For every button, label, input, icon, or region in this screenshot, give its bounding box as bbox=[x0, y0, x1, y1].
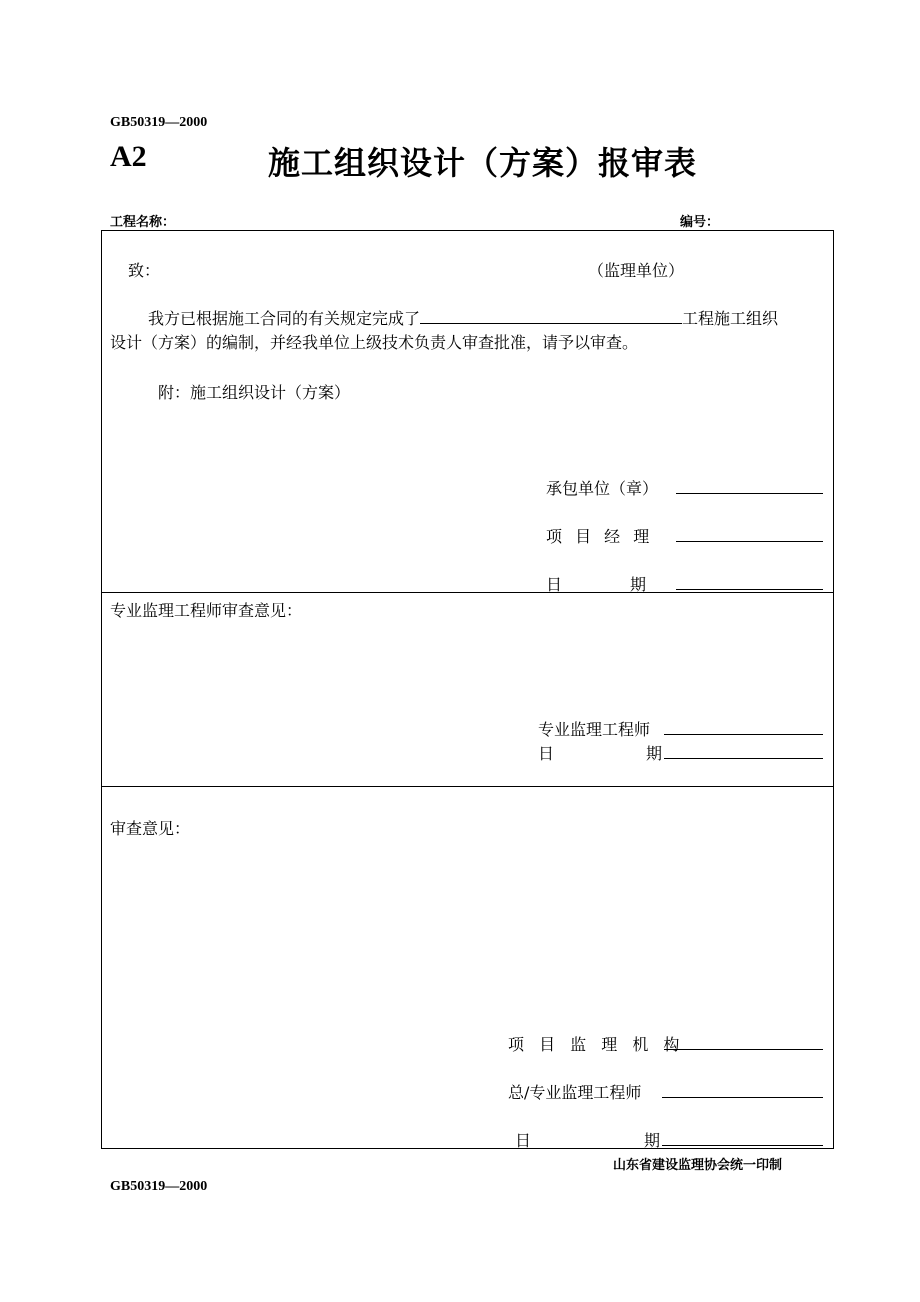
body-part-1: 我方已根据施工合同的有关规定完成了 bbox=[148, 309, 421, 328]
chief-engineer-label: 总/专业监理工程师 bbox=[508, 1083, 642, 1102]
contractor-label: 承包单位（章） bbox=[546, 479, 659, 498]
date-line-3[interactable] bbox=[662, 1131, 823, 1146]
standard-code-bottom: GB50319—2000 bbox=[110, 1179, 208, 1194]
review-opinion-heading: 审查意见： bbox=[110, 819, 191, 838]
engineer-signature-line[interactable] bbox=[664, 720, 823, 735]
form-table bbox=[101, 230, 834, 1149]
page-title: 施工组织设计（方案）报审表 bbox=[268, 144, 698, 182]
date-label-2b: 期 bbox=[646, 744, 663, 763]
supervision-org-label: 项 目 监 理 机 构 bbox=[508, 1035, 685, 1054]
body-line-2: 设计（方案）的编制，并经我单位上级技术负责人审查批准，请予以审查。 bbox=[110, 333, 639, 352]
manager-label: 项 目 经 理 bbox=[546, 527, 654, 546]
attachment-line: 附：施工组织设计（方案） bbox=[158, 383, 351, 402]
section-divider-2 bbox=[101, 786, 834, 787]
number-label: 编号： bbox=[680, 215, 720, 230]
date-label-3a: 日 bbox=[515, 1131, 532, 1150]
date-line-2[interactable] bbox=[664, 744, 823, 759]
section-divider-1 bbox=[101, 592, 834, 593]
date-label-2a: 日 bbox=[538, 744, 555, 763]
body-part-2: 工程施工组织 bbox=[682, 309, 779, 328]
standard-code-top: GB50319—2000 bbox=[110, 115, 208, 130]
printer-note: 山东省建设监理协会统一印制 bbox=[613, 1158, 783, 1173]
engineer-label: 专业监理工程师 bbox=[538, 720, 651, 739]
contractor-signature-line[interactable] bbox=[676, 479, 823, 494]
supervision-org-line[interactable] bbox=[664, 1035, 823, 1050]
project-name-label: 工程名称： bbox=[110, 215, 176, 230]
date-label-1b: 期 bbox=[630, 575, 647, 594]
project-blank[interactable] bbox=[420, 309, 682, 324]
body-line-1 bbox=[148, 306, 778, 329]
date-label-1a: 日 bbox=[546, 575, 563, 594]
form-code: A2 bbox=[110, 140, 147, 173]
manager-signature-line[interactable] bbox=[676, 527, 823, 542]
engineer-review-heading: 专业监理工程师审查意见： bbox=[110, 601, 303, 620]
supervisor-unit-label: （监理单位） bbox=[588, 261, 685, 280]
to-label: 致： bbox=[128, 261, 161, 280]
date-label-3b: 期 bbox=[644, 1131, 661, 1150]
date-line-1[interactable] bbox=[676, 575, 823, 590]
chief-engineer-line[interactable] bbox=[662, 1083, 823, 1098]
